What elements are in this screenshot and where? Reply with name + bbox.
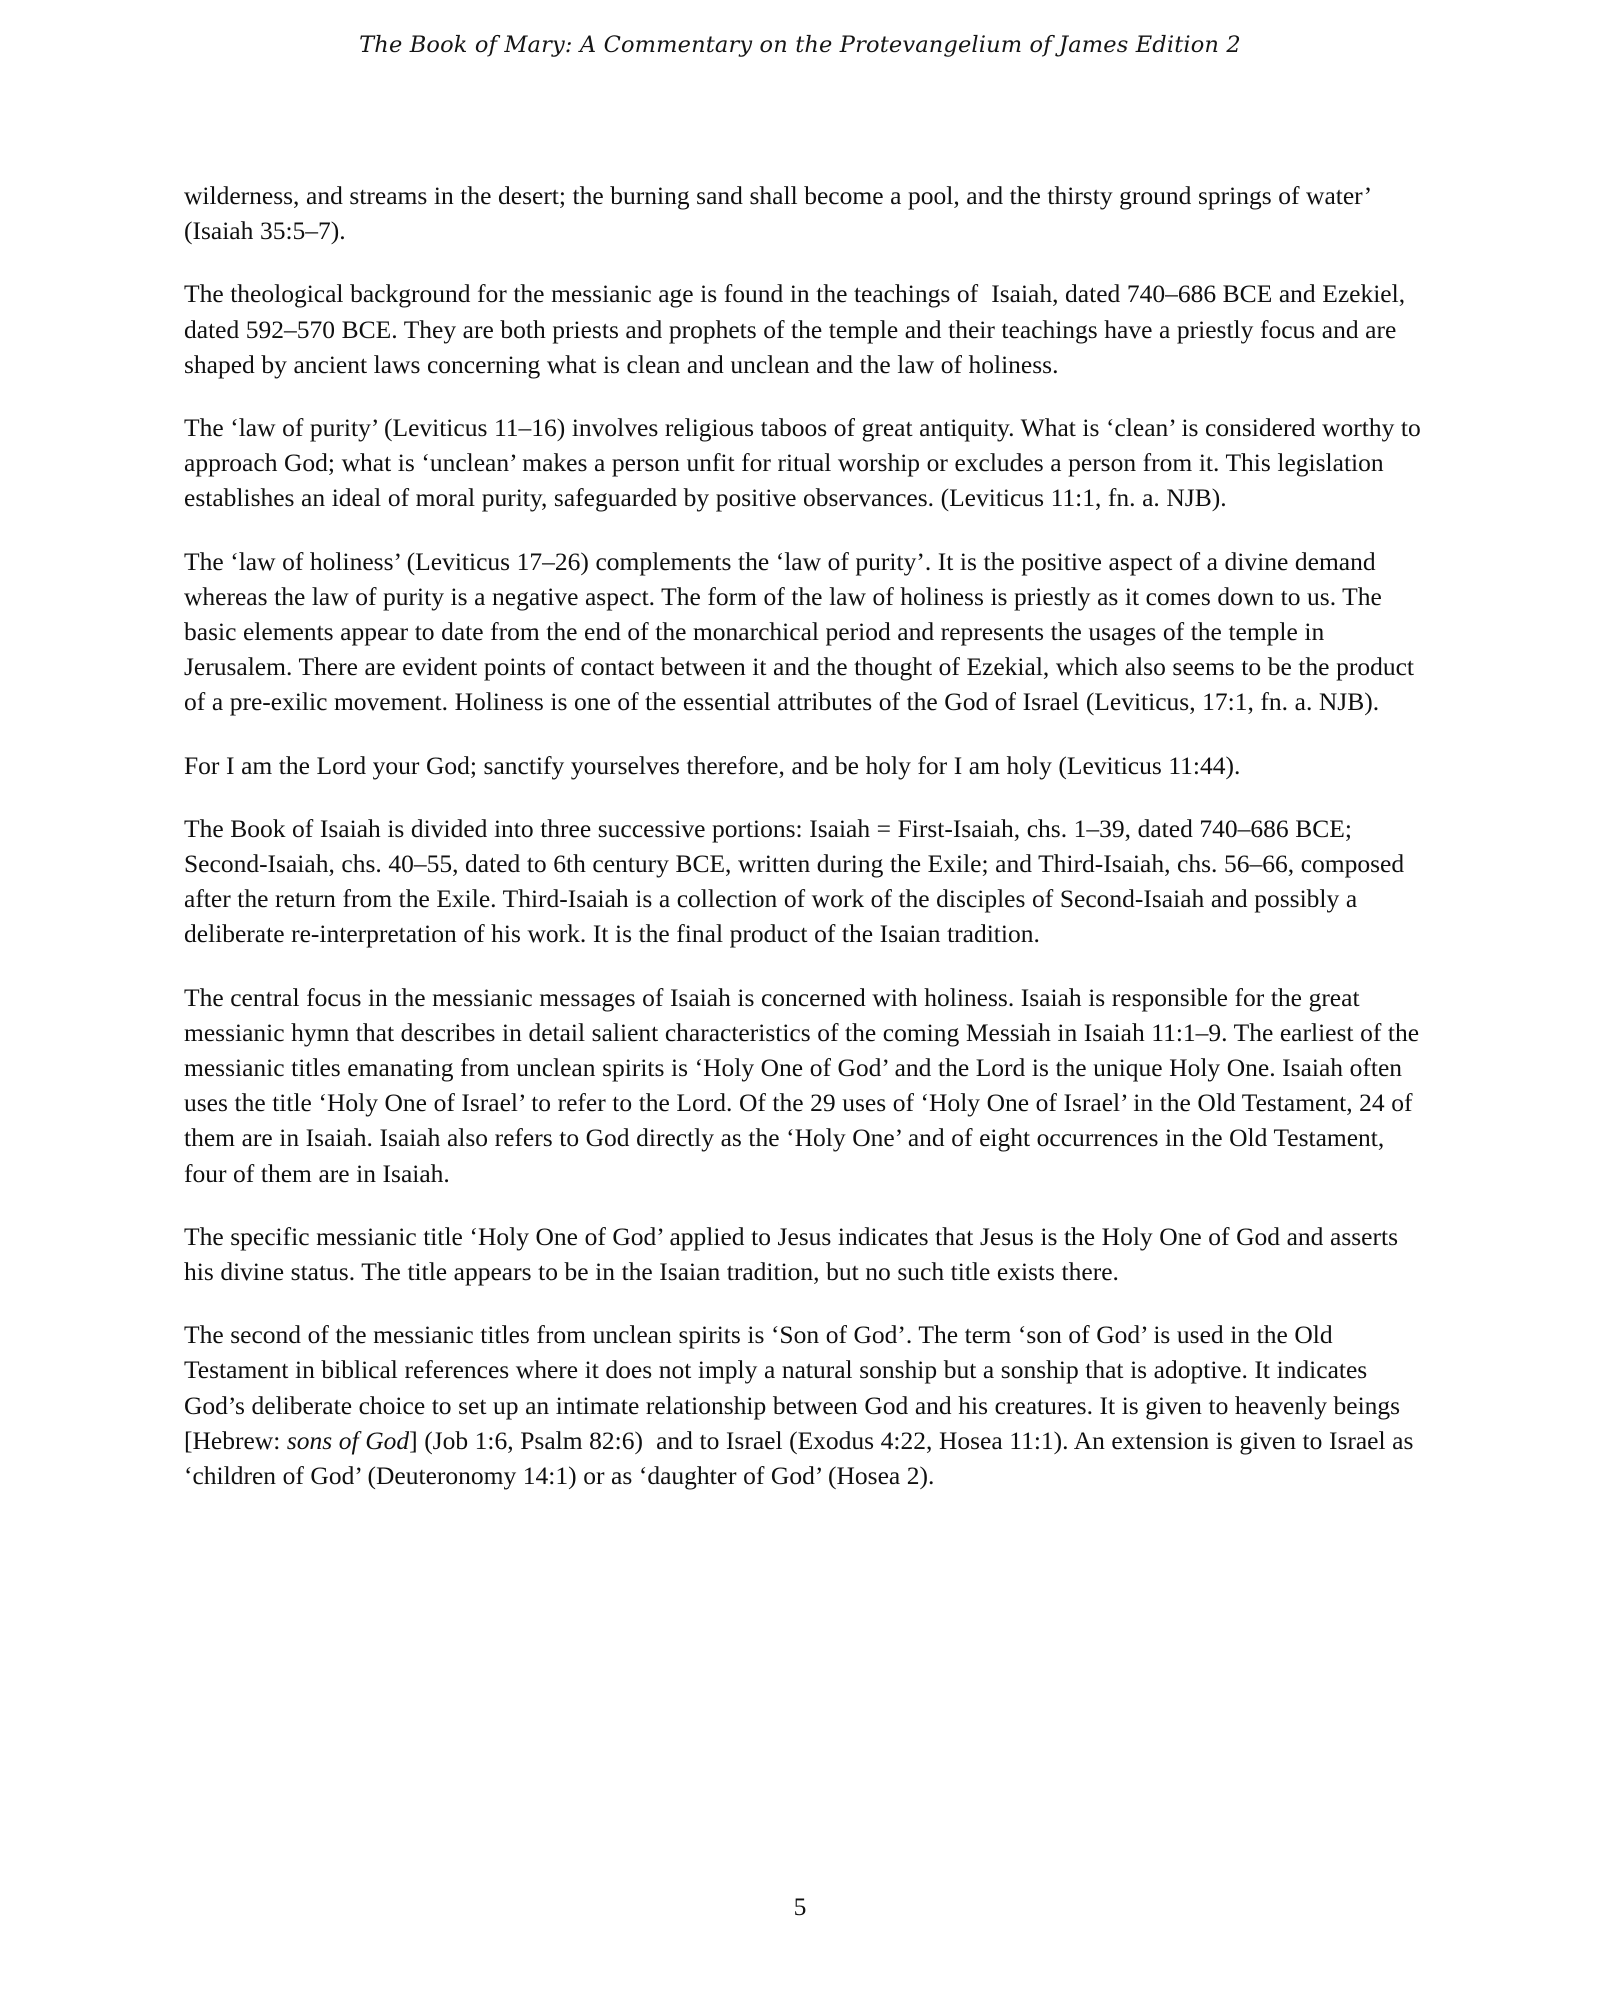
paragraph: The central focus in the messianic messages of Isaiah is concerned with holiness. Isaiah is responsible for the great messianic hymn that describes in detail salient characteristics of the coming Messiah in Isaiah 11:1–9. The earliest of the messianic titles emanating from unclean spirits is ‘Holy One of God’ and the Lord is the unique Holy One. Isaiah often uses the title ‘Holy One of Israel’ to refer to the Lord. Of the 29 uses of ‘Holy One of Israel’ in the Old Testament, 24 of them are in Isaiah. Isaiah also refers to God directly as the ‘Holy One’ and of eight occurrences in the Old Testament, four of them are in Isaiah. xyxy=(184,982,1426,1188)
paragraph: The ‘law of holiness’ (Leviticus 17–26) complements the ‘law of purity’. It is the positive aspect of a divine demand whereas the law of purity is a negative aspect. The form of the law of holiness is priestly as it comes down to us. The basic elements appear to date from the end of the monarchical period and represents the usages of the temple in Jerusalem. There are evident points of contact between it and the thought of Ezekial, which also seems to be the product of a pre-exilic movement. Holiness is one of the essential attributes of the God of Israel (Leviticus, 17:1, fn. a. NJB). xyxy=(184,546,1421,717)
paragraph: The specific messianic title ‘Holy One of God’ applied to Jesus indicates that Jesus is the Holy One of God and asserts his divine status. The title appears to be in the Isaian tradition, but no such title exists there. xyxy=(184,1221,1405,1287)
italic-phrase: sons of God xyxy=(286,1425,410,1455)
paragraph-rich: The second of the messianic titles from unclean spirits is ‘Son of God’. The term ‘son of God’ is used in the Old Testament in biblical references where it does not imply a natural sonship but a sonship that is adoptive. It indicates God’s deliberate choice to set up an intimate relationship between God and his creatures. It is given to heavenly beings [Hebrew: sons of God] (Job 1:6, Psalm 82:6) and to Israel (Exodus 4:22, Hosea 11:1). An extension is given to Israel as ‘children of God’ (Deuteronomy 14:1) or as ‘daughter of God’ (Hosea 2). xyxy=(184,1320,1420,1491)
paragraph: For I am the Lord your God; sanctify yourselves therefore, and be holy for I am holy (Leviticus 11:44). xyxy=(184,750,1241,780)
running-header-title: The Book of Mary: A Commentary on the Protevangelium of James Edition 2 xyxy=(359,32,1241,58)
page-number: 5 xyxy=(793,1892,807,1921)
paragraph: The ‘law of purity’ (Leviticus 11–16) involves religious taboos of great antiquity. What is ‘clean’ is considered worthy to approach God; what is ‘unclean’ makes a person unfit for ritual worship or excludes a person from it. This legislation establishes an ideal of moral purity, safeguarded by positive observances. (Leviticus 11:1, fn. a. NJB). xyxy=(184,413,1428,513)
paragraph: The theological background for the messianic age is found in the teachings of Isaiah, dated 740–686 BCE and Ezekiel, dated 592–570 BCE. They are both priests and prophets of the temple and their teachings have a priestly focus and are shaped by ancient laws concerning what is clean and unclean and the law of holiness. xyxy=(184,279,1412,379)
body-text-column xyxy=(184,178,1426,1493)
paragraph: The Book of Isaiah is divided into three successive portions: Isaiah = First-Isaiah, chs. 1–39, dated 740–686 BCE; Second-Isaiah, chs. 40–55, dated to 6th century BCE, written during the Exile; and Third-Isaiah, chs. 56–66, composed after the return from the Exile. Third-Isaiah is a collection of work of the disciples of Second-Isaiah and possibly a deliberate re-interpretation of his work. It is the final product of the Isaian tradition. xyxy=(184,813,1411,949)
paragraph: wilderness, and streams in the desert; the burning sand shall become a pool, and the thirsty ground springs of water’ (Isaiah 35:5–7). xyxy=(184,181,1377,246)
